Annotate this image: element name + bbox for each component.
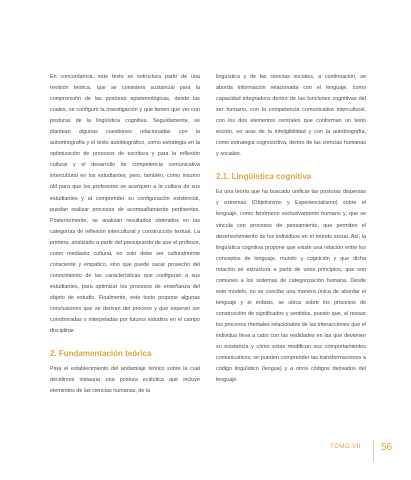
body-paragraph: Para el establecimiento del andamiaje teórico sobre la cual decidimos instaurar una postura ecléctica que incluye elementos de las ciencias humanas, de la <box>50 366 200 395</box>
page-number: 56 <box>381 442 393 453</box>
left-column <box>50 72 200 397</box>
body-paragraph: En concordancia, este texto se estructura partir de una revisión teórica, que se considera sustancial para la comprensión de las posturas epistemológicas, desde las cuales, se configuró la investigación y que tienen que ver con posturas de la lingüística cognitiva. Seguidamente, se plantean algunas cuestiones relacionadas con la autoetnografía y el texto autobiográfico, como estrategia en la optimización de procesos de escritura y para la reflexión cultural y el desarrollo de competencia comunicativa intercultural en los estudiantes, pero, también, como insumo útil para que los profesores se acerquen a la cultura de sus estudiantes y al comprender su configuración existencial, puedan realizar procesos de acompañamiento pertinentes. Posteriormente, se analizan resultados obtenidos en las categorías de reflexión intercultural y construcción textual. La primera, analizado a partir del presupuesto de que el profesor, como mediador cultural, no solo debe ser culturalmente consciente y empático, sino que puede sacar provecho del conocimiento de las características que configuran a sus estudiantes, para optimizar los procesos de enseñanza del objeto de estudio. Finalmente, este texto propone algunas conclusiones que se derivan del proceso y que esperan ser corroboradas o interpeladas por futuros estudios en el campo disciplinar. <box>50 74 200 335</box>
footer-divider <box>373 440 374 462</box>
right-column <box>216 72 366 386</box>
section-heading: 2. Fundamentación teórica <box>50 349 152 359</box>
body-paragraph: Es una teoría que ha buscado unificar las posturas dispersas y extremas (Objetivismo y Experiencialismo) sobre el lenguaje, como fenómeno exclusivamente humano y, que se vincula con procesos de pensamiento, que permiten el desenvolvimiento de los individuos en el mundo social. Así, la lingüística cognitiva propone que existe una relación entre los conceptos de lenguaje, mundo y cognición y que dicha relación se estructura a partir de unos principios, que son comunes a los sistemas de categorización humana. Desde este modelo, no se concibe una manera única de abordar el lenguaje y el énfasis, se ubica sobre los procesos de construcción de significados y sentidos, puesto que, al revisar los procesos mentales relacionales de las interacciones que el individuo lleva a cabo con las realidades en las que devienen su existencia y cómo estas modifican sus comportamientos comunicativos, se pueden comprender las transformaciones a código lingüístico (lengua) y a otros códigos derivados del lenguaje. <box>216 189 366 384</box>
body-paragraph: lingüística y de las ciencias sociales, a continuación, se aborda información relacionada con el lenguaje, como capacidad integradora dentro de las funciones cognitivas del ser humano, con la competencia comunicativa intercultural, con los dos elementos centrales que conforman un texto escrito, en aras de la inteligibilidad y con la autobiografía, como estrategia cognoscitiva, dentro de las ciencias humanas y sociales. <box>216 74 366 158</box>
subsection-heading: 2.1. Lingüística cognitiva <box>216 172 312 182</box>
volume-label: TOMO VII <box>330 444 361 450</box>
page-footer <box>0 440 411 462</box>
